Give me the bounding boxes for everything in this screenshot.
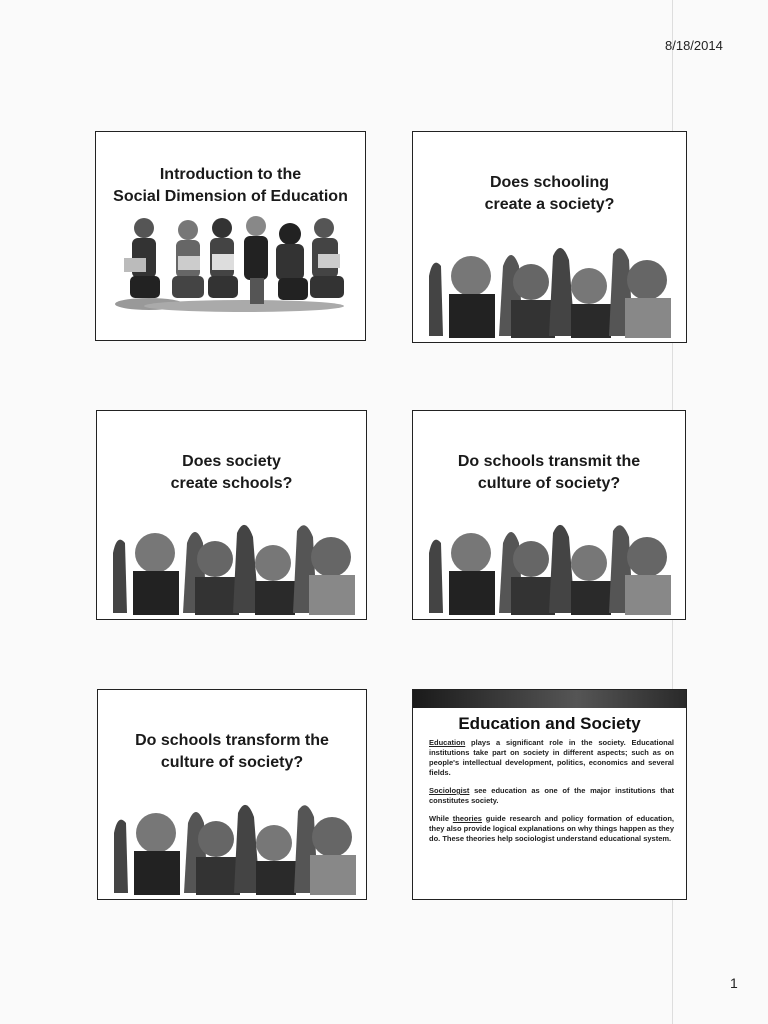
paragraph-theories: While theories guide research and policy formation of education, they also provide logical explanations on why things happen as they do. These theories help sociologist understand educational system. <box>429 814 674 843</box>
raised-hands-image <box>419 236 679 338</box>
slide-body <box>429 738 674 852</box>
slide-title: Introduction to the Social Dimension of Education <box>113 166 348 205</box>
paragraph-sociologist: Sociologist see education as one of the major institutions that constitutes society. <box>429 786 674 805</box>
raised-hands-image <box>104 793 364 895</box>
slide-heading: Education and Society <box>458 714 641 733</box>
paragraph-education: Education plays a significant role in the society. Educational institutions take part on society in different aspects; such as on people's intellectual development, politics, economics and several fields. <box>429 738 674 777</box>
raised-hands-image <box>419 513 679 615</box>
slide-title: Do schools transmit the culture of society? <box>457 453 641 492</box>
raised-hands-image <box>103 513 363 615</box>
slide-title: Does schooling create a society? <box>484 174 615 213</box>
slide-transform-culture <box>97 689 367 900</box>
slide-society-schools <box>96 410 367 620</box>
reading-children-image <box>104 214 354 314</box>
slide-transmit-culture <box>412 410 686 620</box>
slide-title: Does society create schools? <box>170 453 293 492</box>
slide-title: Do schools transform the culture of society? <box>135 732 329 771</box>
slide-schooling-society <box>412 131 687 343</box>
slide-intro <box>95 131 366 341</box>
page-number: 1 <box>730 975 738 991</box>
slide-education-society <box>412 689 687 900</box>
page-date: 8/18/2014 <box>665 38 723 53</box>
slide-banner <box>413 690 686 708</box>
